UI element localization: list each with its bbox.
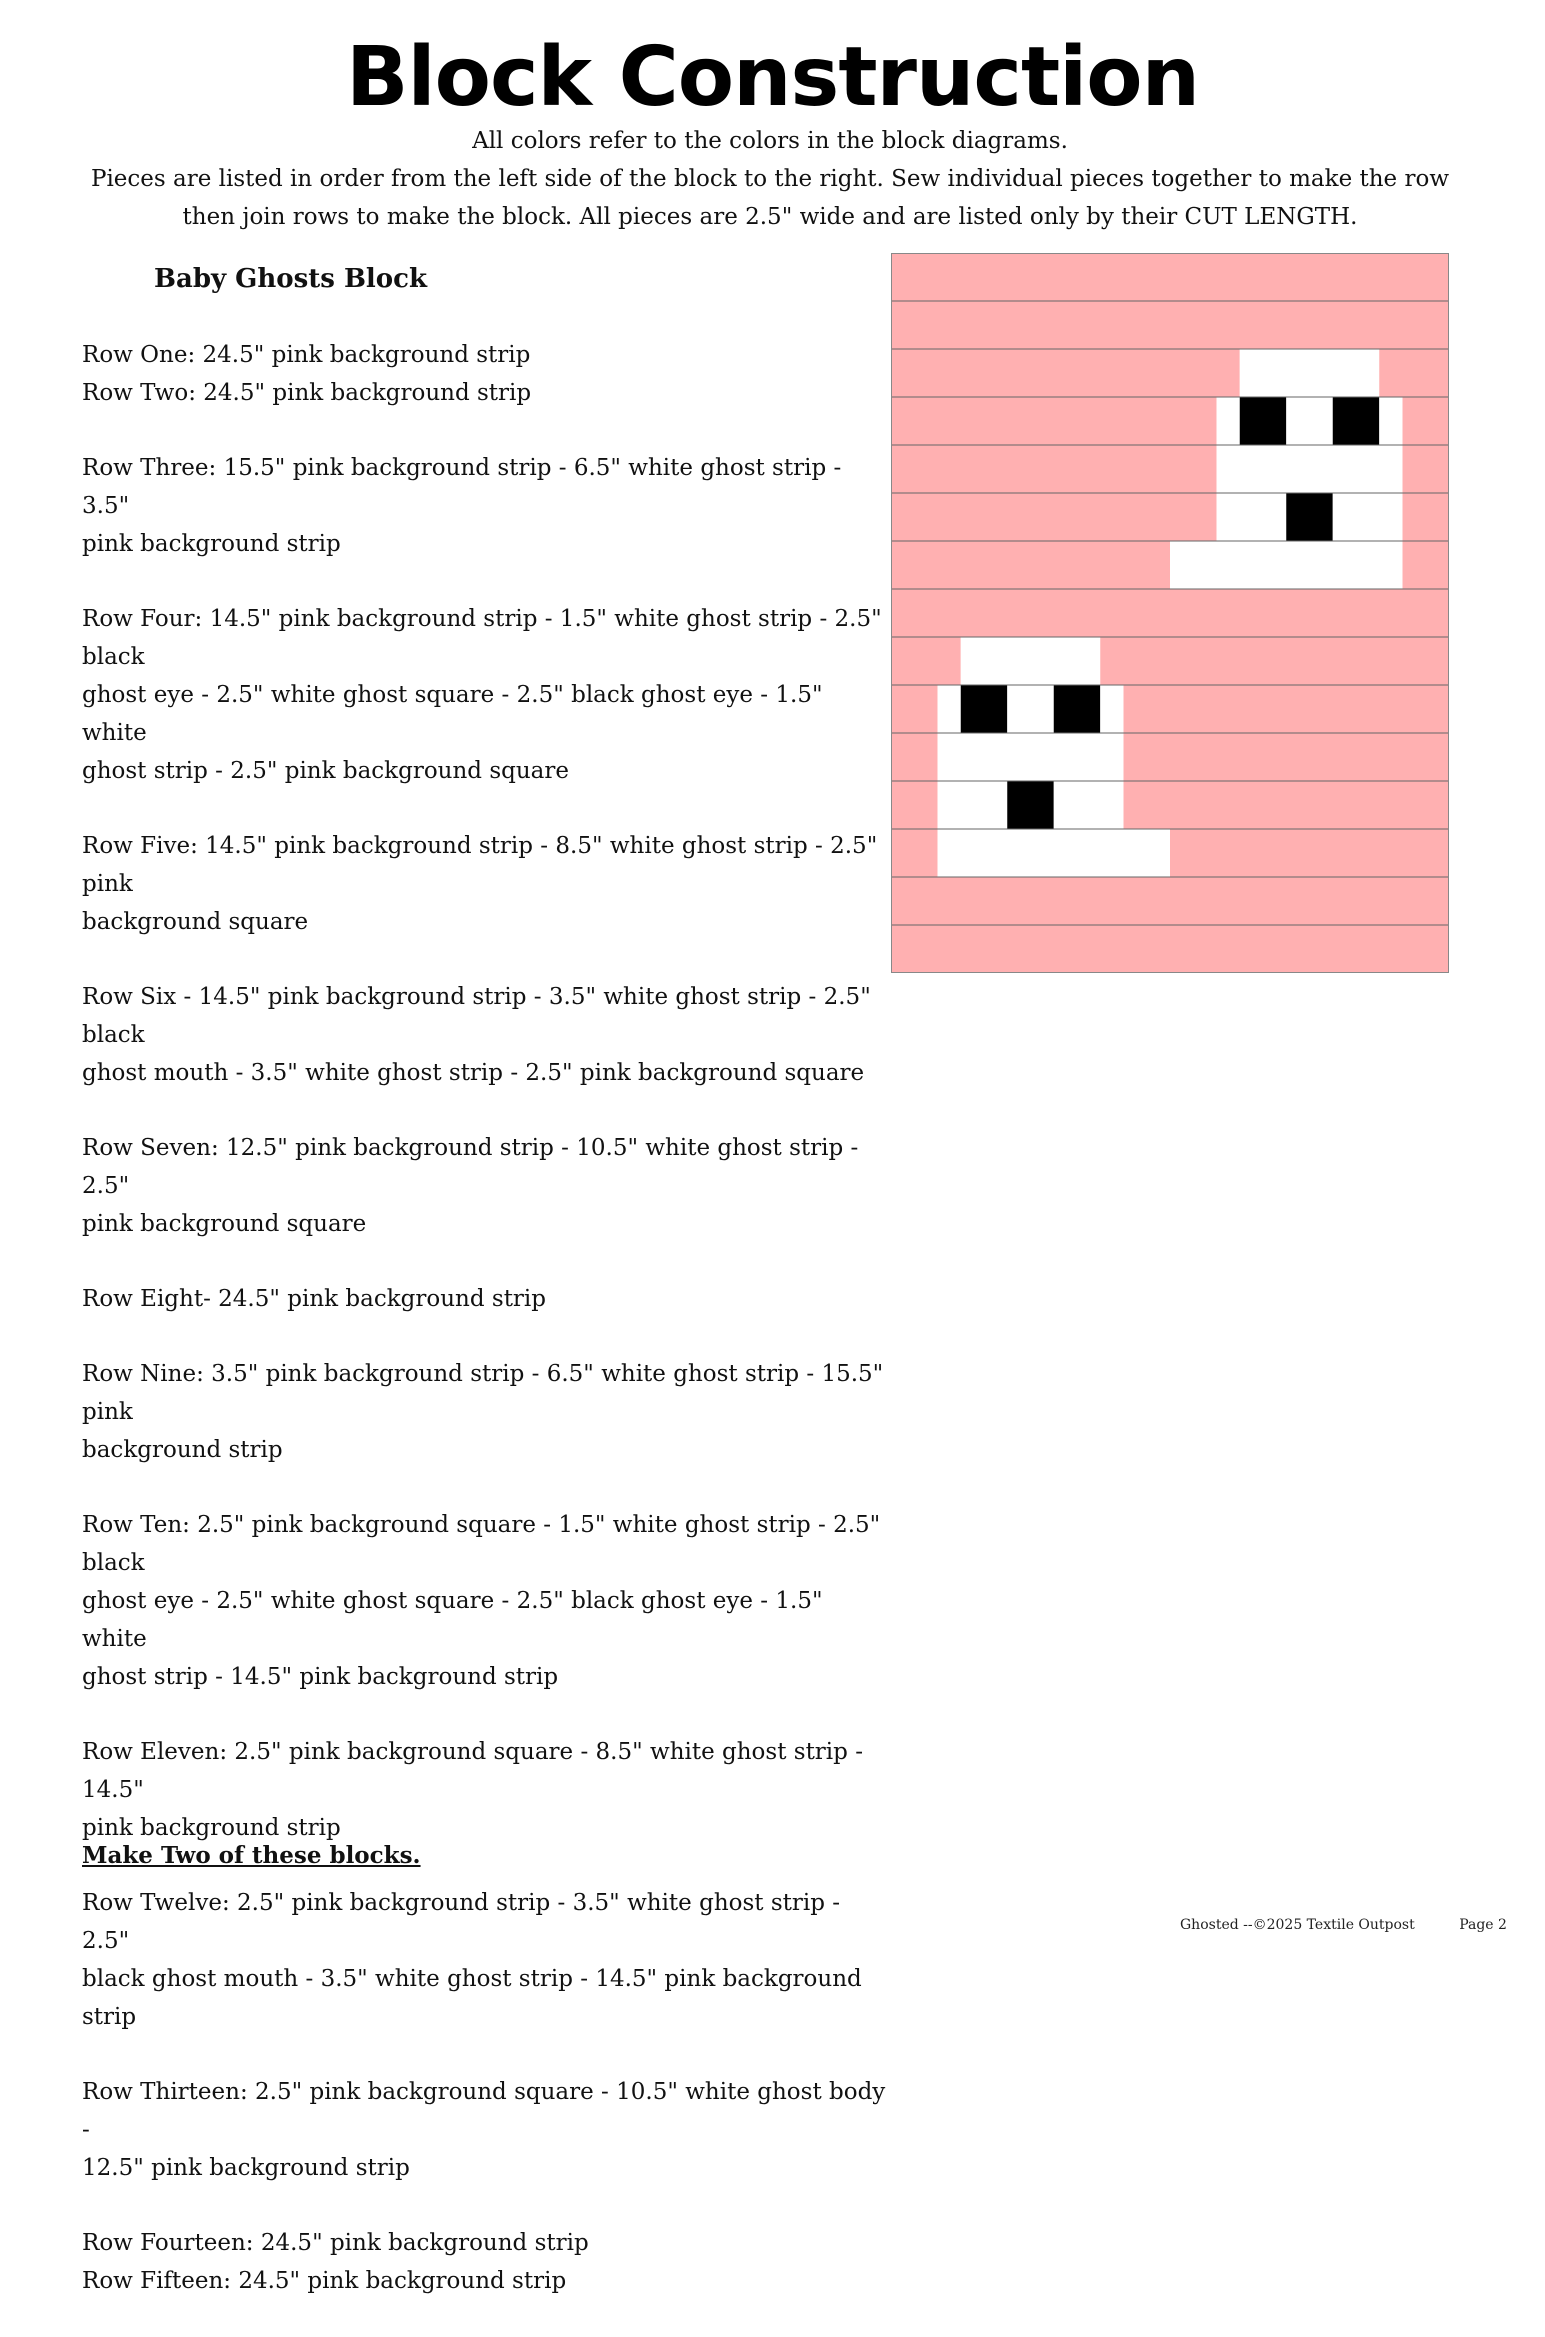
row-instruction-line: Row Nine: 3.5" pink background strip - 6.5" white ghost strip - 15.5" pink <box>82 1361 884 1425</box>
block-diagram <box>891 253 1449 973</box>
row-group <box>82 1280 892 1318</box>
block-piece-white <box>1054 781 1124 829</box>
block-piece-white <box>1240 349 1380 397</box>
block-piece-pink <box>1124 733 1450 781</box>
row-instruction-line: Row Fourteen: 24.5" pink background strip <box>82 2230 589 2256</box>
block-piece-pink <box>891 349 1240 397</box>
block-piece-white <box>1333 493 1403 541</box>
block-piece-pink <box>1124 781 1450 829</box>
block-piece-pink <box>891 253 1449 301</box>
row-group <box>82 978 892 1092</box>
row-group <box>82 600 892 790</box>
block-piece-pink <box>891 685 938 733</box>
intro-line-1: All colors refer to the colors in the block diagrams. <box>472 128 1068 154</box>
row-group <box>82 449 892 563</box>
block-piece-pink <box>1403 493 1450 541</box>
block-piece-white <box>938 829 1171 877</box>
intro-text <box>60 122 1480 236</box>
block-piece-white <box>1217 445 1403 493</box>
block-piece-pink <box>1124 685 1450 733</box>
row-instruction-line: 12.5" pink background strip <box>82 2155 410 2181</box>
block-piece-pink <box>891 733 938 781</box>
block-piece-black <box>1240 397 1287 445</box>
row-group <box>82 2224 892 2300</box>
row-instruction-line: background square <box>82 909 309 935</box>
block-piece-white <box>938 685 961 733</box>
block-piece-pink <box>1100 637 1449 685</box>
footer-credit: Ghosted --©2025 Textile Outpost <box>1180 1917 1415 1933</box>
row-instruction-line: Row Fifteen: 24.5" pink background strip <box>82 2268 567 2294</box>
row-instruction-line: Row Ten: 2.5" pink background square - 1.5" white ghost strip - 2.5" black <box>82 1512 881 1576</box>
row-group <box>82 1884 892 2036</box>
block-piece-black <box>1286 493 1333 541</box>
page-title: Block Construction <box>346 30 1199 125</box>
row-instruction-line: Row Eleven: 2.5" pink background square - 8.5" white ghost strip - 14.5" <box>82 1739 863 1803</box>
row-instruction-line: Row Two: 24.5" pink background strip <box>82 380 532 406</box>
row-instruction-line: ghost strip - 2.5" pink background square <box>82 758 569 784</box>
block-piece-white <box>1379 397 1402 445</box>
row-instruction-line: black ghost mouth - 3.5" white ghost strip - 14.5" pink background strip <box>82 1966 862 2030</box>
row-instruction-line: ghost strip - 14.5" pink background strip <box>82 1664 559 1690</box>
row-instruction-line: Row Six - 14.5" pink background strip - 3.5" white ghost strip - 2.5" black <box>82 984 871 1048</box>
row-instruction-line: ghost mouth - 3.5" white ghost strip - 2.5" pink background square <box>82 1060 865 1086</box>
row-instruction-line: background strip <box>82 1437 283 1463</box>
page-number: Page 2 <box>1459 1917 1507 1933</box>
row-instruction-line: Row Thirteen: 2.5" pink background square - 10.5" white ghost body - <box>82 2079 886 2143</box>
block-piece-black <box>1007 781 1054 829</box>
block-piece-pink <box>1170 829 1449 877</box>
block-piece-pink <box>891 301 1449 349</box>
block-piece-pink <box>891 493 1217 541</box>
row-instruction-line: Row Five: 14.5" pink background strip - 8.5" white ghost strip - 2.5" pink <box>82 833 878 897</box>
row-instruction-line: pink background square <box>82 1211 367 1237</box>
block-piece-white <box>1286 397 1333 445</box>
page-footer <box>1180 1917 1507 1933</box>
block-piece-pink <box>891 877 1449 925</box>
block-piece-pink <box>891 589 1449 637</box>
row-instruction-line: Row Twelve: 2.5" pink background strip - 3.5" white ghost strip - 2.5" <box>82 1890 841 1954</box>
row-instruction-line: Row Three: 15.5" pink background strip - 6.5" white ghost strip - 3.5" <box>82 455 842 519</box>
block-piece-white <box>938 781 1008 829</box>
row-group <box>82 1355 892 1469</box>
block-piece-white <box>938 733 1124 781</box>
intro-line-2: Pieces are listed in order from the left side of the block to the right. Sew individual pieces together to make the row <box>90 166 1450 192</box>
block-piece-black <box>1054 685 1101 733</box>
block-piece-pink <box>891 541 1170 589</box>
block-piece-pink <box>891 829 938 877</box>
block-title: Baby Ghosts Block <box>154 264 427 294</box>
block-piece-pink <box>1403 445 1450 493</box>
row-instruction-line: ghost eye - 2.5" white ghost square - 2.5" black ghost eye - 1.5" white <box>82 682 823 746</box>
block-piece-white <box>1170 541 1403 589</box>
block-piece-pink <box>891 781 938 829</box>
intro-line-3: then join rows to make the block. All pieces are 2.5" wide and are listed only by their CUT LENGTH. <box>182 204 1358 230</box>
row-group <box>82 1506 892 1696</box>
row-group <box>82 336 892 412</box>
row-instruction-line: Row Eight- 24.5" pink background strip <box>82 1286 547 1312</box>
row-group <box>82 827 892 941</box>
row-group <box>82 2073 892 2187</box>
block-piece-pink <box>891 445 1217 493</box>
row-group <box>82 1733 892 1847</box>
block-piece-white <box>961 637 1101 685</box>
row-instruction-line: Row Seven: 12.5" pink background strip - 10.5" white ghost strip - 2.5" <box>82 1135 859 1199</box>
row-instructions <box>82 336 892 2337</box>
block-piece-pink <box>1379 349 1449 397</box>
block-piece-pink <box>1403 541 1450 589</box>
block-piece-pink <box>891 637 961 685</box>
block-piece-pink <box>1403 397 1450 445</box>
block-piece-white <box>1007 685 1054 733</box>
block-piece-white <box>1217 397 1240 445</box>
make-two-note: Make Two of these blocks. <box>82 1842 421 1869</box>
block-piece-black <box>1333 397 1380 445</box>
block-piece-white <box>1100 685 1123 733</box>
block-piece-pink <box>891 397 1217 445</box>
block-piece-pink <box>891 925 1449 973</box>
row-instruction-line: ghost eye - 2.5" white ghost square - 2.5" black ghost eye - 1.5" white <box>82 1588 823 1652</box>
row-instruction-line: Row One: 24.5" pink background strip <box>82 342 531 368</box>
row-instruction-line: Row Four: 14.5" pink background strip - 1.5" white ghost strip - 2.5" black <box>82 606 882 670</box>
row-instruction-line: pink background strip <box>82 531 341 557</box>
block-piece-black <box>961 685 1008 733</box>
block-piece-white <box>1217 493 1287 541</box>
row-group <box>82 1129 892 1243</box>
row-instruction-line: pink background strip <box>82 1815 341 1841</box>
